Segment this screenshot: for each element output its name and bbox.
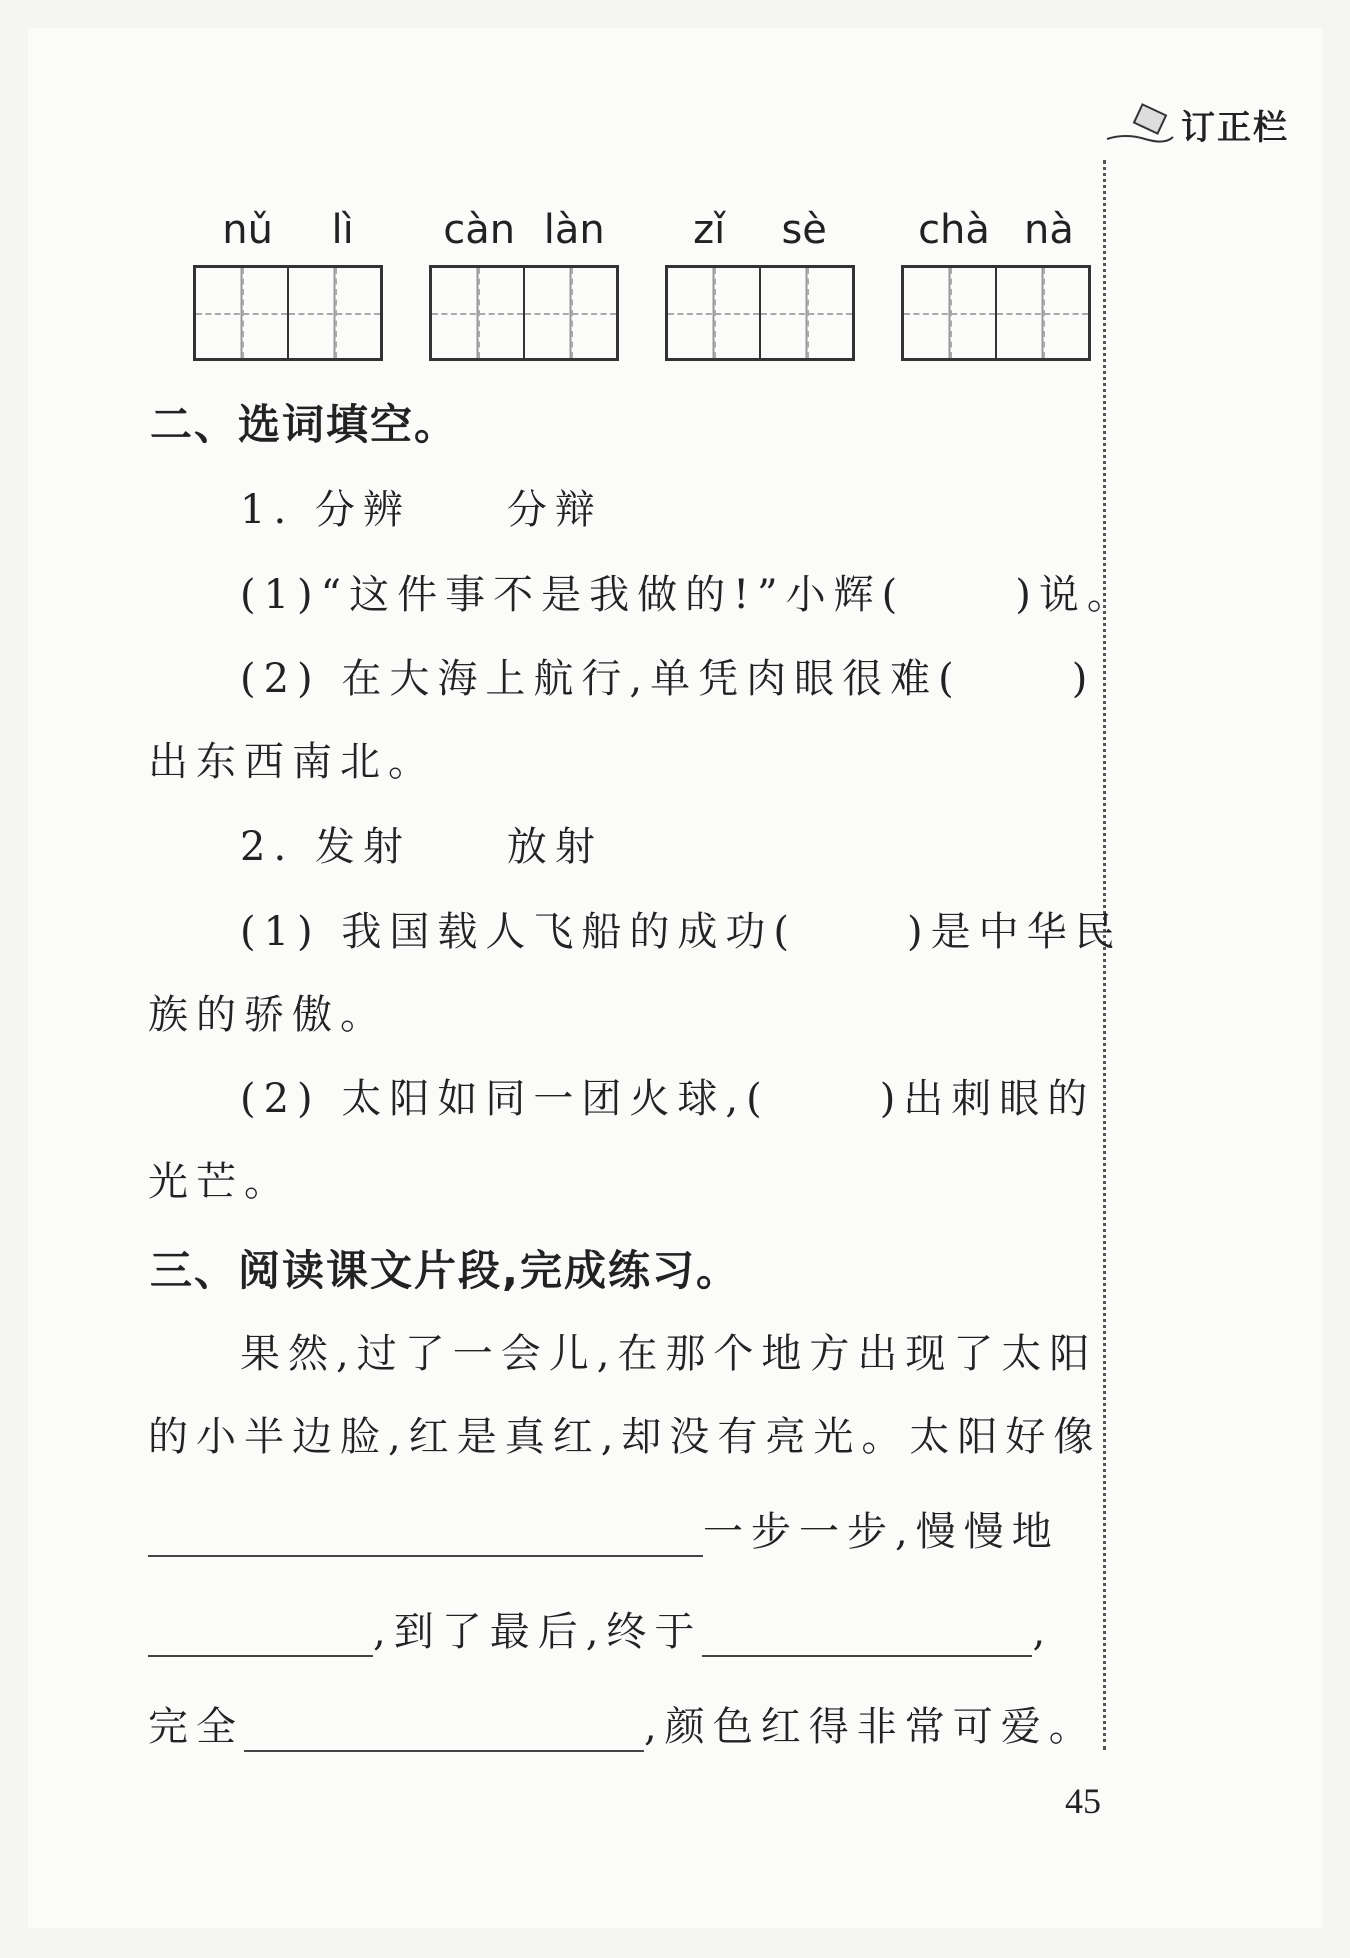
answer-blank[interactable] (148, 1515, 703, 1557)
q1-sentence2-cont: 出东西南北。 (148, 739, 436, 785)
q2-options: 2. 发射 放射 (240, 824, 603, 870)
passage-line5: 完全 ,颜色红得非常可爱。 (148, 1704, 1097, 1750)
q2-sentence1: (1) 我国载人飞船的成功( )是中华民 (240, 909, 1123, 955)
pinyin-group (429, 205, 619, 361)
pinyin-group (901, 205, 1091, 361)
answer-blank[interactable] (244, 1710, 644, 1752)
q1-options: 1. 分辨 分辩 (240, 487, 603, 533)
writing-boxes[interactable] (429, 265, 619, 361)
answer-blank[interactable] (962, 664, 1072, 704)
q2-sentence1-cont: 族的骄傲。 (148, 992, 388, 1038)
pinyin-group (665, 205, 855, 361)
passage-line3: 一步一步,慢慢地 (148, 1500, 1060, 1557)
answer-blank[interactable] (770, 1084, 880, 1124)
section3-title: 三、阅读课文片段,完成练习。 (150, 1246, 740, 1295)
answer-blank[interactable] (797, 917, 907, 957)
pinyin-group (193, 205, 383, 361)
section2-title: 二、选词填空。 (150, 400, 459, 449)
writing-boxes[interactable] (665, 265, 855, 361)
correction-column-header (1105, 100, 1289, 149)
q2-sentence2-cont: 光芒。 (148, 1159, 292, 1205)
writing-boxes[interactable] (901, 265, 1091, 361)
pinyin-text: zǐ sè (693, 207, 827, 253)
q1-sentence1: (1)“这件事不是我做的!”小辉( )说。 (240, 572, 1135, 618)
pinyin-text: nǔ lì (222, 207, 354, 253)
q2-sentence2: (2) 太阳如同一团火球,( )出刺眼的 (240, 1076, 1096, 1122)
passage-line1: 果然,过了一会儿,在那个地方出现了太阳 (240, 1331, 1098, 1377)
answer-blank[interactable] (905, 580, 1015, 620)
pinyin-text: chà nà (918, 207, 1074, 253)
writing-boxes[interactable] (193, 265, 383, 361)
answer-blank[interactable] (148, 1615, 373, 1657)
answer-blank[interactable] (702, 1615, 1032, 1657)
page-number: 45 (1065, 1781, 1101, 1821)
correction-column-label: 订正栏 (1181, 108, 1289, 148)
pinyin-text: càn làn (443, 207, 605, 253)
passage-line4: ,到了最后,终于 , (148, 1600, 1053, 1657)
passage-line2: 的小半边脸,红是真红,却没有亮光。太阳好像 (148, 1414, 1102, 1460)
eraser-icon (1105, 103, 1175, 147)
q1-sentence2: (2) 在大海上航行,单凭肉眼很难( ) (240, 656, 1096, 702)
pinyin-row (193, 205, 1091, 361)
